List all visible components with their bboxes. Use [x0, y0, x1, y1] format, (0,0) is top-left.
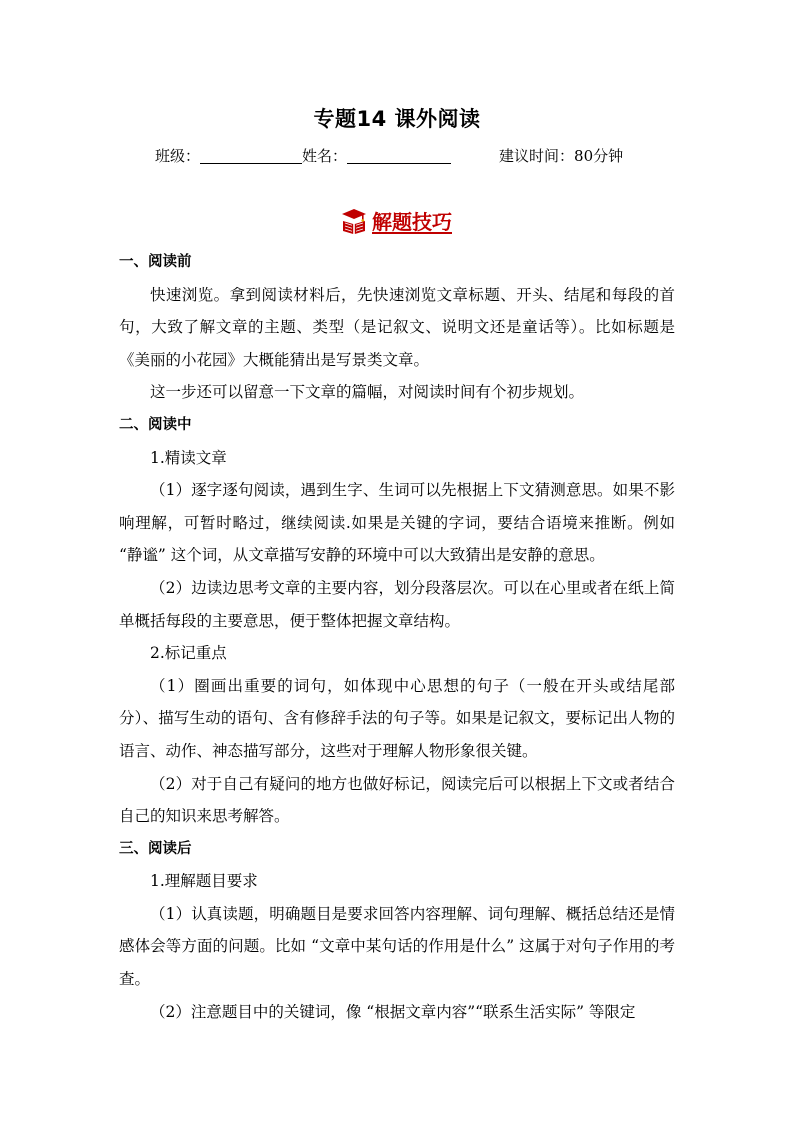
page-title: 专题14 课外阅读	[313, 107, 481, 131]
paragraph: （1）圈画出重要的词句，如体现中心思想的句子（一般在开头或结尾部分）、描写生动的语句、含有修辞手法的句子等。如果是记叙文，要标记出人物的语言、动作、神态描写部分，这些对于理解人物形象很关键。	[119, 676, 675, 760]
tips-banner-label: 解题技巧	[372, 210, 452, 234]
name-blank-line	[347, 147, 451, 164]
subheading: 1.理解题目要求	[150, 872, 258, 891]
suggested-time: 建议时间：80分钟	[499, 147, 624, 165]
paragraph: （2）注意题目中的关键词，像 “根据文章内容”“联系生活实际” 等限定	[150, 1002, 636, 1021]
paragraph: （1）逐字逐句阅读，遇到生字、生词可以先根据上下文猜测意思。如果不影响理解，可暂时略过，继续阅读.如果是关键的字词，要结合语境来推断。例如 “静谧” 这个词，从文章描写安静的环境中可以大致猜出是安静的意思。	[119, 481, 675, 565]
class-label: 班级：	[155, 147, 201, 165]
paragraph: （2）边读边思考文章的主要内容，划分段落层次。可以在心里或者在纸上简单概括每段的主要意思，便于整体把握文章结构。	[119, 578, 675, 630]
subheading: 2.标记重点	[150, 644, 227, 663]
class-blank-line	[200, 147, 302, 164]
section-heading-during: 二、阅读中	[119, 416, 192, 433]
section-heading-after: 三、阅读后	[119, 840, 192, 857]
subheading: 1.精读文章	[150, 448, 227, 467]
paragraph: （2）对于自己有疑问的地方也做好标记，阅读完后可以根据上下文或者结合自己的知识来思考解答。	[119, 774, 675, 826]
books-icon	[340, 207, 368, 235]
student-info-row	[155, 145, 623, 166]
paragraph: 快速浏览。拿到阅读材料后，先快速浏览文章标题、开头、结尾和每段的首句，大致了解文章的主题、类型（是记叙文、说明文还是童话等）。比如标题是《美丽的小花园》大概能猜出是写景类文章。	[119, 285, 675, 369]
tips-banner	[340, 206, 452, 235]
article-body	[119, 246, 675, 1028]
paragraph: （1）认真读题，明确题目是要求回答内容理解、词句理解、概括总结还是情感体会等方面的问题。比如 “文章中某句话的作用是什么” 这属于对句子作用的考查。	[119, 904, 675, 989]
section-heading-before: 一、阅读前	[119, 254, 192, 270]
name-label: 姓名：	[302, 147, 348, 165]
paragraph: 这一步还可以留意一下文章的篇幅，对阅读时间有个初步规划。	[150, 383, 585, 402]
